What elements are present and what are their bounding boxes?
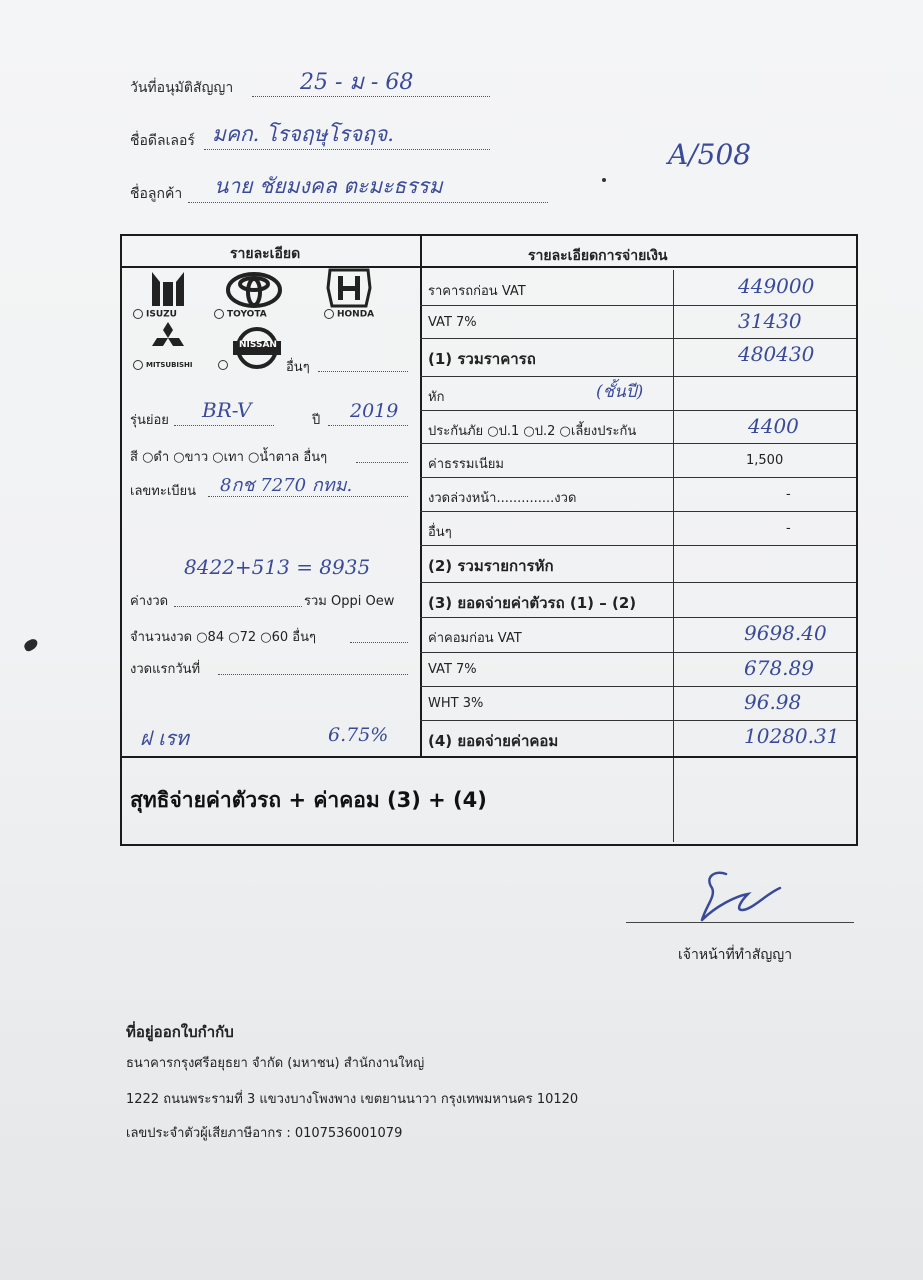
model-value: BR-V (202, 398, 252, 422)
ink-dot (602, 178, 606, 182)
payment-row-label: งวดล่วงหน้า..............งวด (428, 491, 577, 506)
payment-row-label: (2) รวมรายการหัก (428, 557, 554, 575)
payment-row-divider (420, 443, 856, 444)
payment-row-value: 1,500 (746, 453, 784, 468)
customer-label: ชื่อลูกค้า (130, 186, 183, 202)
left-title: รายละเอียด (230, 246, 301, 262)
invoice-address-line2: 1222 ถนนพระรามที่ 3 แขวงบางโพงพาง เขตยานนาวา กรุงเทพมหานคร 10120 (126, 1092, 579, 1107)
first-due-label: งวดแรกวันที่ (130, 662, 201, 677)
invoice-address-line1: ธนาคารกรุงศรีอยุธยา จำกัด (มหาชน) สำนักงานใหญ่ (126, 1056, 425, 1071)
tax-id: เลขประจำตัวผู้เสียภาษีอากร : 0107536001079 (126, 1126, 403, 1141)
brand-other-line (318, 371, 408, 372)
payment-row-label: (1) รวมราคารถ (428, 350, 536, 368)
payment-row-value: 10280.31 (744, 724, 840, 748)
signature-caption: เจ้าหน้าที่ทำสัญญา (678, 947, 793, 963)
payment-row-divider (420, 410, 856, 411)
brand-isuzu[interactable]: ISUZU (133, 309, 177, 320)
installment-label: ค่างวด (130, 594, 169, 609)
honda-logo-icon (326, 268, 372, 312)
color-other-line (356, 462, 408, 463)
payment-row-divider (420, 305, 856, 306)
installment-value: 8422+513 = 8935 (184, 555, 371, 579)
toyota-logo-icon (226, 272, 282, 312)
registration-label: เลขทะเบียน (130, 484, 197, 499)
invoice-address-title: ที่อยู่ออกใบกำกับ (126, 1023, 234, 1041)
payment-row-label: VAT 7% (428, 315, 477, 330)
payment-row-value: 480430 (738, 342, 815, 366)
installment-suffix: รวม Oppi Oew (304, 594, 395, 609)
payment-row-divider (420, 720, 856, 721)
rate-note: ฝ เรท (140, 726, 189, 750)
payment-row-divider (420, 652, 856, 653)
signature-mark (696, 866, 786, 928)
brand-nissan-radio[interactable] (218, 360, 231, 371)
brand-other[interactable]: อื่นๆ (286, 360, 310, 375)
registration-value: 8กช 7270 กทม. (220, 475, 353, 496)
payment-row-value: - (786, 487, 791, 502)
payment-row-label: หัก (428, 390, 445, 405)
payment-row-value: 96.98 (744, 690, 802, 714)
payment-row-label: ค่าคอมก่อน VAT (428, 631, 522, 646)
nissan-logo-icon (232, 326, 282, 374)
header-underline (120, 266, 856, 268)
payment-row-value: 9698.40 (744, 621, 827, 645)
payment-row-divider (420, 511, 856, 512)
file-number: A/508 (668, 138, 752, 171)
payment-row-label: WHT 3% (428, 696, 484, 711)
term-other-line (350, 642, 408, 643)
model-label: รุ่นย่อย (130, 413, 169, 428)
payment-row-divider (420, 376, 856, 377)
payment-row-divider (420, 582, 856, 583)
model-line (174, 425, 274, 426)
isuzu-logo-icon (150, 270, 186, 312)
payment-row-label: (3) ยอดจ่ายค่าตัวรถ (1) – (2) (428, 594, 637, 612)
total-topline (120, 756, 856, 758)
payment-row-value: 4400 (748, 414, 799, 438)
installment-line (174, 606, 302, 607)
payment-row-divider (420, 686, 856, 687)
nissan-badge-text: NISSAN (239, 340, 277, 350)
signature-line (626, 922, 854, 923)
right-title: รายละเอียดการจ่ายเงิน (528, 248, 668, 264)
column-divider (420, 234, 422, 758)
approval-date-value: 25 - ม - 68 (300, 70, 414, 95)
payment-row-divider (420, 545, 856, 546)
deduct-note: (ชั้นปี) (596, 382, 644, 402)
payment-row-label: ประกันภัย ○ป.1 ○ป.2 ○เลี้ยงประกัน (428, 424, 637, 439)
year-value: 2019 (350, 400, 399, 422)
color-options[interactable]: สี ○ดำ ○ขาว ○เทา ○น้ำตาล อื่นๆ (130, 450, 328, 465)
dealer-label: ชื่อดีลเลอร์ (130, 133, 195, 149)
customer-value: นาย ชัยมงคล ตะมะธรรม (214, 174, 443, 198)
payment-row-value: 31430 (738, 309, 802, 333)
payment-row-label: VAT 7% (428, 662, 477, 677)
payment-row-divider (420, 477, 856, 478)
payment-row-divider (420, 338, 856, 339)
approval-date-label: วันที่อนุมัติสัญญา (130, 80, 234, 96)
payment-row-divider (420, 617, 856, 618)
term-options[interactable]: จำนวนงวด ○84 ○72 ○60 อื่นๆ (130, 630, 316, 645)
net-total-label: สุทธิจ่ายค่าตัวรถ + ค่าคอม (3) + (4) (130, 788, 487, 812)
year-line (328, 425, 408, 426)
year-label: ปี (312, 413, 321, 428)
brand-honda[interactable]: HONDA (324, 309, 374, 320)
ink-smudge (23, 638, 40, 653)
rate-value: 6.75% (328, 724, 389, 746)
mitsubishi-logo-icon (152, 322, 184, 356)
payment-row-value: 678.89 (744, 656, 814, 680)
payment-row-label: (4) ยอดจ่ายค่าคอม (428, 732, 559, 750)
payment-row-label: ราคารถก่อน VAT (428, 284, 526, 299)
payment-row-value: - (786, 521, 791, 536)
first-due-line (218, 674, 408, 675)
brand-mitsubishi[interactable]: MITSUBISHI (133, 360, 193, 370)
payment-row-value: 449000 (738, 274, 815, 298)
payment-row-label: อื่นๆ (428, 525, 452, 540)
brand-toyota[interactable]: TOYOTA (214, 309, 267, 320)
dealer-value: มคก. โรจฤษุโรจฤจ. (212, 122, 394, 146)
payment-row-label: ค่าธรรมเนียม (428, 457, 504, 472)
